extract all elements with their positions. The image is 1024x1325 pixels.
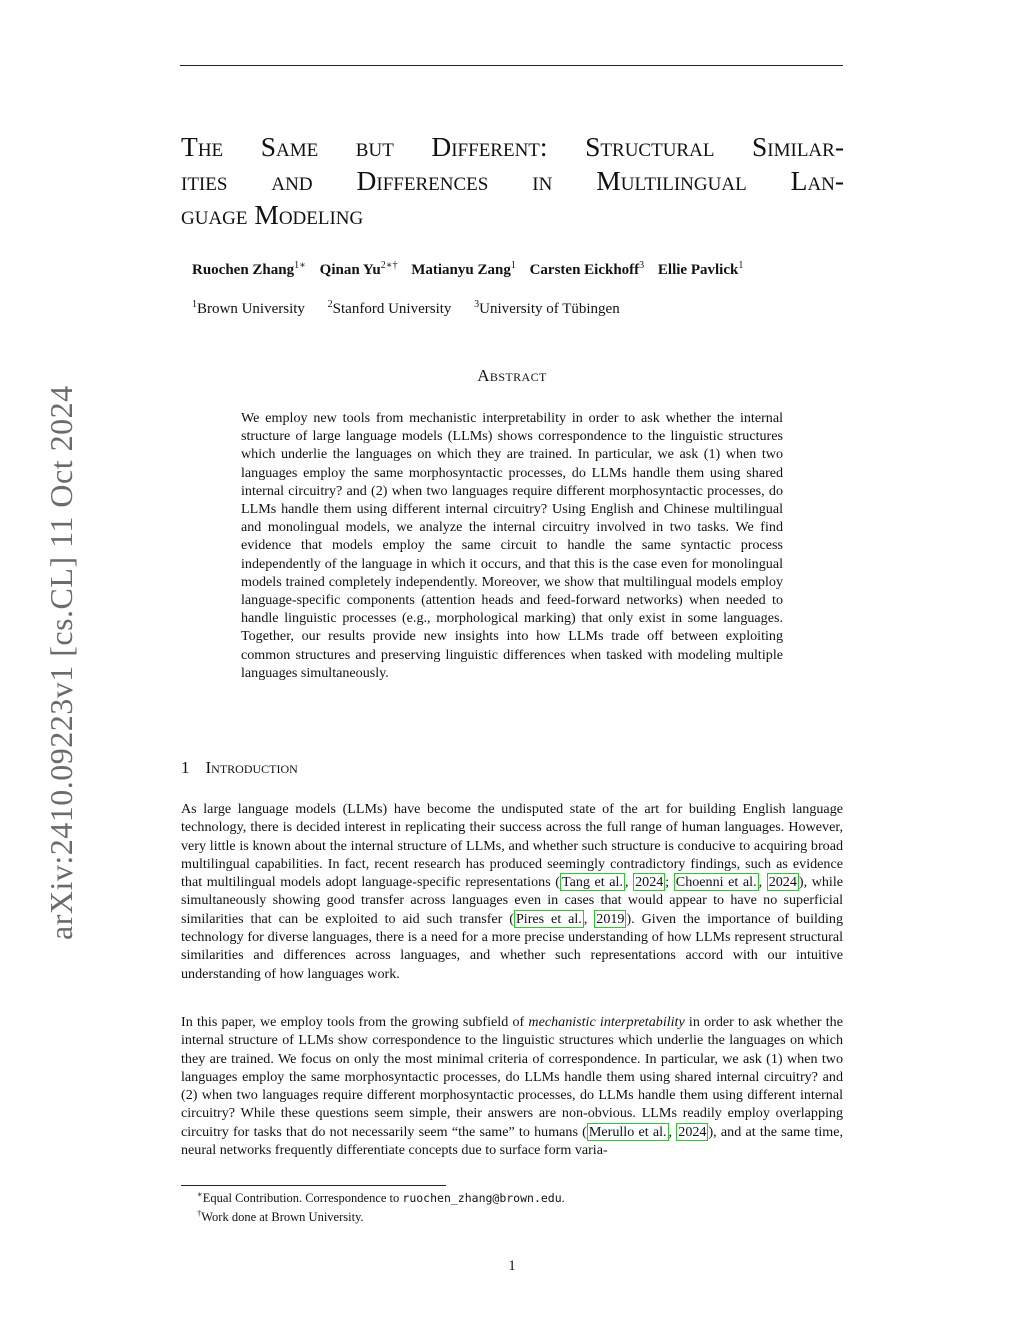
footnote-work-done: †Work done at Brown University. <box>197 1208 364 1225</box>
affiliation-list <box>192 299 639 318</box>
citation-link[interactable]: 2024 <box>635 874 664 891</box>
section-title: Introduction <box>205 758 298 777</box>
author: Ruochen Zhang$^{1∗}$ <box>192 260 306 278</box>
title-line-1: The Same but Different: Structural Similar- <box>181 131 844 162</box>
footnote-rule <box>181 1185 446 1186</box>
header-rule <box>180 65 843 66</box>
arxiv-identifier[interactable]: arXiv:2410.09223v1 [cs.CL] 11 Oct 2024 <box>43 385 79 940</box>
author: Carsten Eickhoff$^3$ <box>529 260 645 278</box>
title-line-3: guage Modeling <box>181 199 364 230</box>
section-number: 1 <box>181 758 190 777</box>
author: Ellie Pavlick$^1$ <box>657 260 744 278</box>
abstract-text: We employ new tools from mechanistic interpretability in order to ask whether the internal structure of large language models (LLMs) shows correspondence to the linguistic structures which underlie the languages on which they are trained. In particular, we ask (1) when two languages employ the same morphosyntactic processes, do LLMs handle them using shared internal circuitry? and (2) when two languages require different morphosyntactic processes, do LLMs handle them using different internal circuitry? Using English and Chinese multilingual and monolingual models, we analyze the internal circuitry involved in two tasks. We find evidence that models employ the same circuit to handle the same syntactic process independently of the language in which it occurs, and that this is the case even for monolingual models trained completely independently. Moreover, we show that multilingual models employ language-specific components (attention heads and feed-forward networks) when needed to handle linguistic processes (e.g., morphological marking) that only exist in some languages. Together, our results provide new insights into how LLMs trade off between exploiting common structures and preserving linguistic differences when tasked with modeling multiple languages simultaneously. <box>241 410 783 681</box>
intro-paragraph-1: As large language models (LLMs) have become the undisputed state of the art for building English language technology, there is decided interest in replicating their success across the full range of human languages. However, very little is known about the internal structure of LLMs, and whether such structure is conducive to acquiring broad multilingual capabilities. In fact, recent research has produced seemingly contradictory findings, such as evidence that multilingual models adopt language-specific representations ( Tang et al. , 2024 ; Choenni et al. , 2024 ), while simultaneously showing good transfer across languages even in cases that would appear to have no superficial similarities that can be exploited to aid such transfer ( Pires et al. , 2019 ). Given the importance of building technology for diverse languages, there is a need for a more precise understanding of how LLMs represent structural similarities and differences across languages, and whether such representations accord with our intuitive understanding of how languages work. <box>181 801 844 982</box>
title-line-2: ities and Differences in Multilingual Lan- <box>181 165 845 196</box>
emphasis: mechanistic interpretability <box>528 1014 685 1030</box>
citation-link[interactable]: Merullo et al. <box>588 1123 667 1140</box>
citation-link[interactable]: 2019 <box>596 910 625 927</box>
page-number: 1 <box>508 1258 516 1274</box>
paper-title <box>181 130 844 232</box>
section-heading-introduction <box>181 758 298 778</box>
footnote-equal-contribution: ∗Equal Contribution. Correspondence to ruochen_zhang@brown.edu. <box>197 1189 565 1206</box>
author: Qinan $Yu^{2∗\dagger}$ <box>319 260 398 278</box>
affiliation: $^2$Stanford University <box>327 299 452 317</box>
author: Matianyu Zang$^1$ <box>411 260 516 278</box>
affiliation: $^3$University of Tübingen <box>474 299 620 317</box>
author-list <box>192 260 753 279</box>
citation-link[interactable]: 2024 <box>678 1123 707 1140</box>
citation-link[interactable]: Pires et al. <box>515 910 582 927</box>
citation-link[interactable]: Tang et al. <box>561 874 623 891</box>
citation-link[interactable]: 2024 <box>768 874 797 891</box>
affiliation: $^1$Brown University <box>192 299 305 317</box>
abstract-heading: Abstract <box>477 366 547 385</box>
intro-paragraph-2: In this paper, we employ tools from the growing subfield of mechanistic interpretability in order to ask whether the internal structure of LLMs show correspondence to the linguistic structures which underlie the languages on which they are trained. We focus on only the most minimal criteria of correspondence. In particular, we ask (1) when two languages employ the same morphosyntactic processes, do LLMs handle them using shared internal circuitry? and (2) when two languages require different morphosyntactic processes, do LLMs handle them using different internal circuitry? While these questions seem simple, their answers are non-obvious. LLMs readily employ overlapping circuitry for tasks that do not necessarily seem “the same” to humans ( Merullo et al. , 2024 ), and at the same time, neural networks frequently differentiate concepts due to surface form varia- <box>181 1014 843 1159</box>
contact-email[interactable]: ruochen_zhang@brown.edu <box>402 1191 562 1206</box>
citation-link[interactable]: Choenni et al. <box>675 874 757 891</box>
